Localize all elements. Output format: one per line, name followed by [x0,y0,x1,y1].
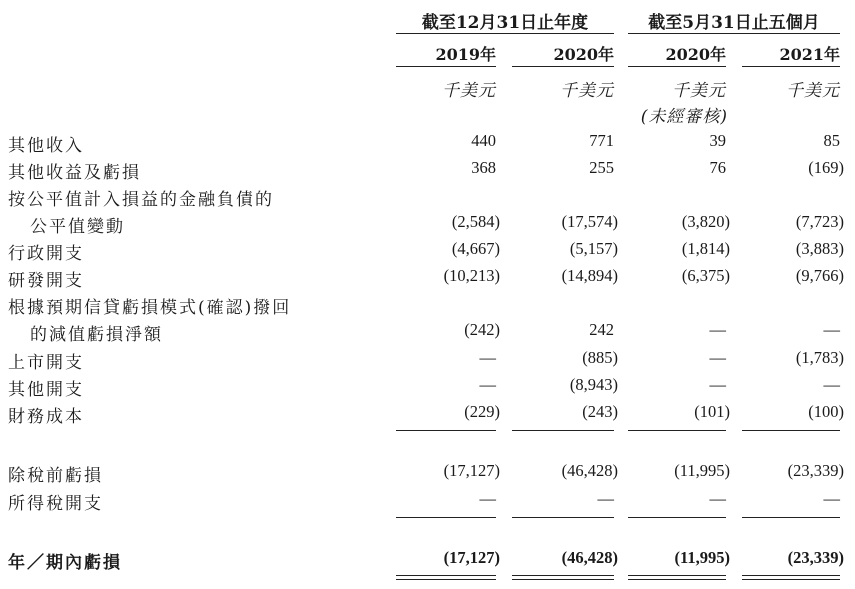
cell: (17,574) [561,212,618,231]
row-label-finance: 財務成本 [8,407,84,427]
cell: 771 [589,131,614,150]
column-unit-4: 千美元 [786,81,840,101]
total-double-rule-2 [512,575,614,580]
cell: (2,584) [451,212,500,231]
cell: (3,820) [681,212,730,231]
row-label-fv-line2: 公平值變動 [30,217,125,237]
subtotal-rule-1 [396,430,496,431]
cell: (229) [464,402,500,421]
cell: 368 [471,158,496,177]
cell-total: (46,428) [561,548,618,567]
row-label-rnd: 研發開支 [8,271,84,291]
cell: (243) [582,402,618,421]
row-label-ecl-line2: 的減值虧損淨額 [30,325,163,345]
subtotal-rule-2 [512,430,614,431]
column-year-4-rule [742,66,840,67]
cell: (8,943) [569,375,618,394]
cell: 76 [709,158,726,177]
header-group-annual: 截至12月31日止年度 [421,13,589,33]
row-label-other-gains: 其他收益及虧損 [8,163,141,183]
column-year-1: 2019年 [435,45,496,64]
cell: — [709,320,726,339]
cell: — [479,375,496,394]
cell: (169) [808,158,844,177]
header-group-five-months: 截至5月31日止五個月 [648,13,820,33]
header-group-five-months-rule [628,33,840,34]
cell: — [479,489,496,508]
subtotal-rule-4 [742,430,840,431]
column-year-2: 2020年 [553,45,614,64]
column-unit-1: 千美元 [442,81,496,101]
total-double-rule-4 [742,575,840,580]
cell: (10,213) [443,266,500,285]
cell: 242 [589,320,614,339]
row-label-period-loss: 年／期內虧損 [8,553,122,573]
cell: (4,667) [451,239,500,258]
cell: 85 [823,131,840,150]
row-label-admin: 行政開支 [8,244,84,264]
cell: (6,375) [681,266,730,285]
column-note-unaudited: (未經審核) [640,107,728,127]
cell: (100) [808,402,844,421]
row-label-pretax-loss: 除稅前虧損 [8,466,103,486]
column-year-3-rule [628,66,726,67]
total-double-rule-1 [396,575,496,580]
pretax-rule-1 [396,517,496,518]
total-double-rule-3 [628,575,726,580]
row-label-tax: 所得稅開支 [8,494,103,514]
row-label-other-exp: 其他開支 [8,380,84,400]
header-group-annual-rule [396,33,614,34]
column-unit-3: 千美元 [672,81,726,101]
cell-total: (17,127) [443,548,500,567]
cell: (14,894) [561,266,618,285]
cell: — [823,375,840,394]
row-label-fv-line1: 按公平值計入損益的金融負債的 [8,190,274,210]
column-unit-2: 千美元 [560,81,614,101]
cell: — [709,348,726,367]
cell: (11,995) [674,461,730,480]
cell: (242) [464,320,500,339]
cell: 255 [589,158,614,177]
cell: (1,783) [795,348,844,367]
row-label-other-income: 其他收入 [8,136,84,156]
cell: — [823,320,840,339]
cell: (885) [582,348,618,367]
pretax-rule-3 [628,517,726,518]
cell: (46,428) [561,461,618,480]
column-year-2-rule [512,66,614,67]
cell-total: (23,339) [787,548,844,567]
column-year-4: 2021年 [779,45,840,64]
cell-total: (11,995) [674,548,730,567]
cell: 39 [709,131,726,150]
cell: (23,339) [787,461,844,480]
pretax-rule-4 [742,517,840,518]
cell: (3,883) [795,239,844,258]
cell: (7,723) [795,212,844,231]
cell: (1,814) [681,239,730,258]
subtotal-rule-3 [628,430,726,431]
cell: — [597,489,614,508]
cell: (17,127) [443,461,500,480]
cell: — [479,348,496,367]
column-year-3: 2020年 [665,45,726,64]
pretax-rule-2 [512,517,614,518]
cell: — [823,489,840,508]
row-label-ecl-line1: 根據預期信貸虧損模式(確認)撥回 [8,298,292,318]
cell: 440 [471,131,496,150]
cell: — [709,375,726,394]
cell: (5,157) [569,239,618,258]
cell: — [709,489,726,508]
column-year-1-rule [396,66,496,67]
cell: (101) [694,402,730,421]
cell: (9,766) [795,266,844,285]
row-label-listing: 上市開支 [8,353,84,373]
